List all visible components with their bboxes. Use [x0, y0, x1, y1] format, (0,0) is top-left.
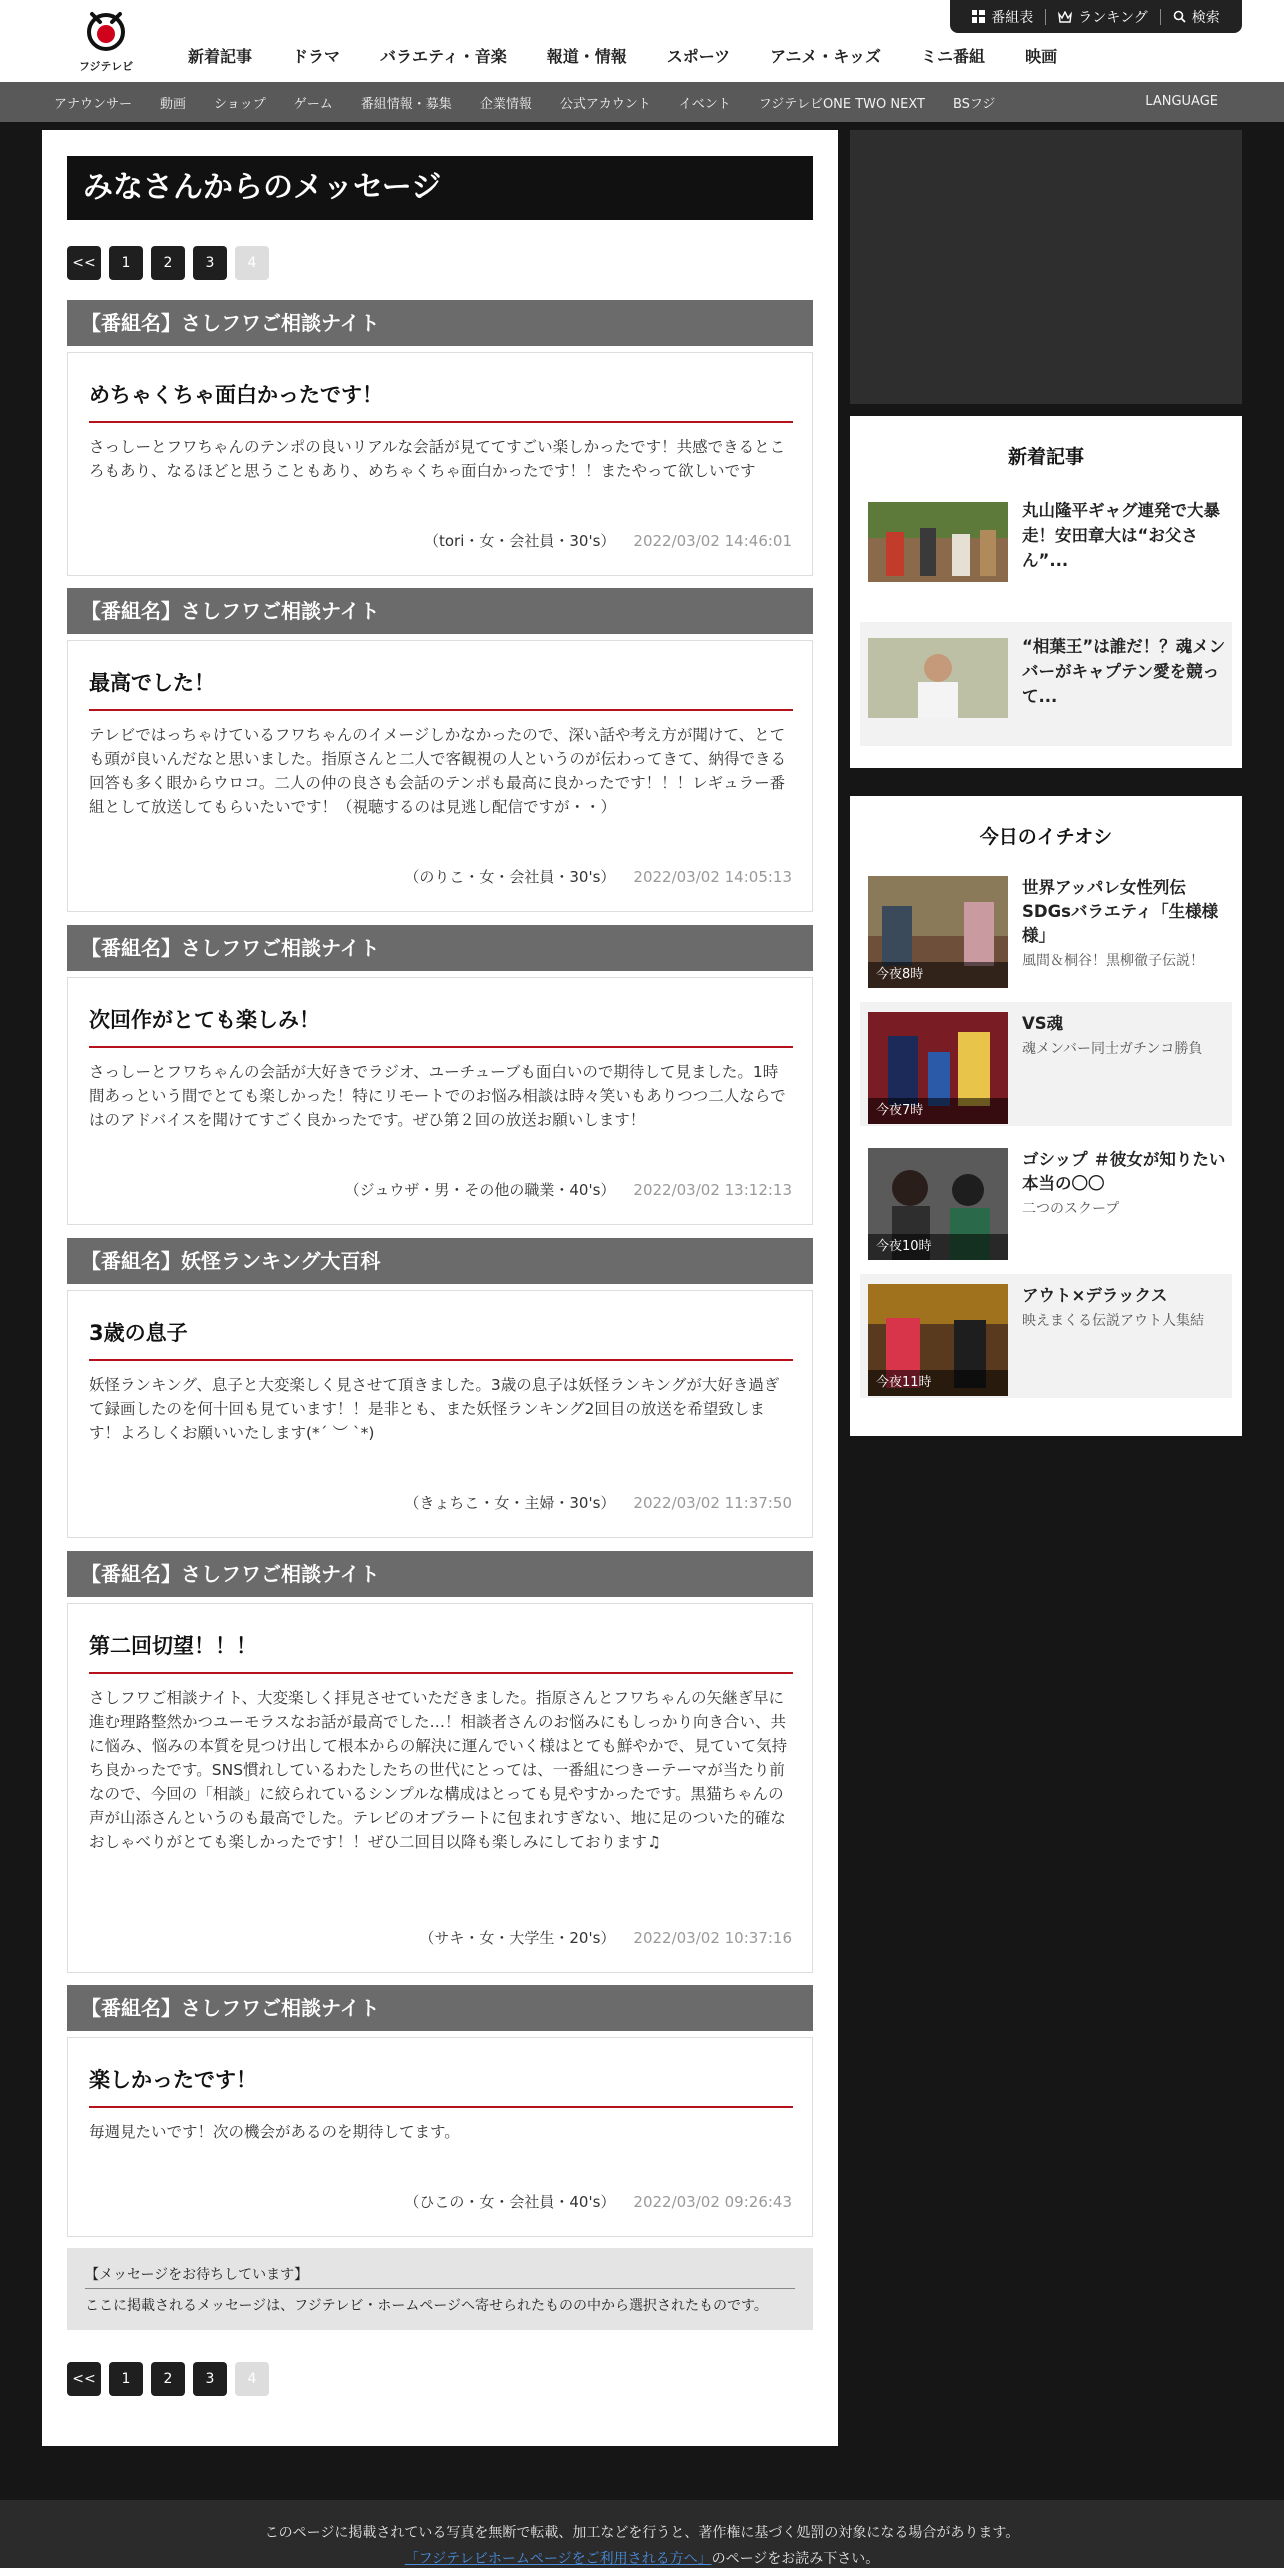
program-name: 【番組名】さしフワご相談ナイト	[67, 588, 813, 634]
search-label: 検索	[1191, 9, 1220, 26]
footer-terms-suffix: のページをお読み下さい。	[711, 2551, 880, 2567]
tv-schedule-link[interactable]	[960, 7, 1045, 27]
pick-thumbnail	[868, 1148, 1008, 1260]
pagination-bottom	[67, 2362, 269, 2396]
site-footer	[0, 2500, 1284, 2568]
pick-title: VS魂 魂メンバー同士ガチンコ勝負	[1022, 1012, 1232, 1060]
page-title: みなさんからのメッセージ	[67, 156, 813, 220]
message-author: （サキ・女・大学生・20's）	[419, 1929, 616, 1947]
message-date: 2022/03/02 13:12:13	[633, 1181, 792, 1199]
message-date: 2022/03/02 10:37:16	[633, 1929, 792, 1947]
article-title: “相葉王”は誰だ！？魂メンバーがキャプテン愛を競って...	[1022, 637, 1226, 706]
pick-item[interactable]	[860, 1002, 1232, 1126]
message-body: 妖怪ランキング、息子と大変楽しく見させて頂きました。3歳の息子は妖怪ランキングが大好き過ぎて録画したのを何十回も見ています！！是非とも、また妖怪ランキング2回目の放送を希望致します！よろしくお願いいたします(*´ ︶ `*)	[89, 1376, 780, 1442]
message-card	[67, 977, 813, 1225]
terms-link[interactable]: 「フジテレビホームページをご利用される方へ」	[404, 2551, 712, 2567]
message-item	[67, 1238, 813, 1512]
pick-thumbnail	[868, 1284, 1008, 1396]
notice-heading: 【メッセージをお待ちしています】	[85, 2264, 795, 2289]
pick-subtitle: 風間＆桐谷！黒柳徹子伝説！	[1022, 953, 1204, 969]
main-content	[42, 130, 838, 2446]
pick-title: アウト×デラックス 映えまくる伝説アウト人集結	[1022, 1284, 1232, 1332]
message-meta	[424, 530, 792, 551]
subnav-video[interactable]: 動画	[160, 96, 187, 112]
message-title: 最高でした！	[89, 667, 793, 711]
main-nav	[168, 44, 1077, 67]
site-header	[0, 0, 1284, 82]
message-meta	[404, 1492, 792, 1513]
ranking-link[interactable]	[1046, 7, 1160, 27]
message-item	[67, 588, 813, 886]
message-card	[67, 352, 813, 576]
nav-item-drama[interactable]: ドラマ	[292, 47, 341, 66]
subnav-one-two-next[interactable]: フジテレビONE TWO NEXT	[758, 96, 925, 112]
message-body: さしフワご相談ナイト、大変楽しく拝見させていただきました。指原さんとフワちゃんの矢継ぎ早に進む理路整然かつユーモラスなお話が最高でした…！相談者さんのお悩みにもしっかり向き合い、共に悩み、悩みの本質を見つけ出して根本からの解決に運んでいく様はとても鮮やかで、見ていて気持ち良かったです。SNS慣れしているわたしたちの世代にとっては、一番組につきーテーマが当たり前なので、今回の「相談」に絞られているシンプルな構成はとっても見やすかったです。黒猫ちゃんの声が山添さんというのも最高でした。テレビのオブラートに包まれすぎない、地に足のついた的確なおしゃべりがとても楽しかったです！！ぜひ二回目以降も楽しみにしております♫	[89, 1689, 788, 1851]
nav-item-sports[interactable]: スポーツ	[666, 47, 731, 66]
message-meta	[345, 1179, 792, 1200]
notice-text: ここに掲載されるメッセージは、フジテレビ・ホームページへ寄せられたものの中から選択されたものです。	[85, 2298, 768, 2314]
pick-time: 今夜11時	[868, 1370, 1008, 1396]
language-link[interactable]: LANGUAGE	[1145, 94, 1218, 109]
pager-prev-button[interactable]: <<	[67, 2362, 101, 2396]
pager-page-4-current: 4	[235, 2362, 269, 2396]
message-title: 次回作がとても楽しみ！	[89, 1004, 793, 1048]
message-body: テレビではっちゃけているフワちゃんのイメージしかなかったので、深い話や考え方が聞けて、とても頭が良いんだなと思いました。指原さんと二人で客観視の人というのが伝わってきて、納得できる回答も多く眼からウロコ。二人の仲の良さも会話のテンポも最高に良かったです！！！レギュラー番組として放送してもらいたいです！（視聴するのは見逃し配信ですが・・）	[89, 726, 787, 816]
fujitv-logo[interactable]	[70, 8, 142, 72]
new-article-item[interactable]	[860, 492, 1232, 616]
todays-picks-box	[850, 796, 1242, 1436]
pick-thumbnail	[868, 1012, 1008, 1124]
subnav-announcer[interactable]: アナウンサー	[54, 96, 133, 112]
pick-time: 今夜10時	[868, 1234, 1008, 1260]
pager-page-2[interactable]: 2	[151, 2362, 185, 2396]
message-body: さっしーとフワちゃんのテンポの良いリアルな会話が見ててすごい楽しかったです！共感できるところもあり、なるほどと思うこともあり、めちゃくちゃ面白かったです！！またやって欲しいです	[89, 438, 786, 480]
article-thumbnail	[868, 502, 1008, 582]
message-item	[67, 300, 813, 550]
message-title: めちゃくちゃ面白かったです！	[89, 379, 793, 423]
pager-prev-button[interactable]: <<	[67, 246, 101, 280]
article-title: 丸山隆平ギャグ連発で大暴走！安田章大は“お父さん”...	[1022, 501, 1220, 570]
pick-title: 世界アッパレ女性列伝 SDGsバラエティ「生様様様」 風間＆桐谷！黒柳徹子伝説！	[1022, 876, 1232, 972]
ranking-label: ランキング	[1078, 9, 1148, 26]
subnav-bs-fuji[interactable]: BSフジ	[952, 96, 996, 112]
search-link[interactable]	[1161, 7, 1232, 27]
nav-item-anime[interactable]: アニメ・キッズ	[770, 47, 882, 66]
pager-page-2[interactable]: 2	[151, 246, 185, 280]
message-notice	[67, 2248, 813, 2330]
message-author: （ジュウザ・男・その他の職業・40's）	[344, 1181, 616, 1199]
new-article-item[interactable]	[860, 622, 1232, 746]
nav-item-news[interactable]: 報道・情報	[546, 47, 627, 66]
message-author: （きょちこ・女・主婦・30's）	[404, 1494, 616, 1512]
subnav-program-info[interactable]: 番組情報・募集	[360, 96, 452, 112]
pager-page-3[interactable]: 3	[193, 2362, 227, 2396]
message-date: 2022/03/02 09:26:43	[633, 2193, 792, 2211]
logo-text: フジテレビ	[78, 60, 134, 73]
article-thumbnail	[868, 638, 1008, 718]
pick-title: ゴシップ ＃彼女が知りたい本当の〇〇 二つのスクープ	[1022, 1148, 1232, 1220]
nav-item-movie[interactable]: 映画	[1025, 47, 1058, 66]
message-card	[67, 1603, 813, 1973]
todays-picks-title: 今日のイチオシ	[979, 826, 1113, 848]
sub-nav	[0, 82, 1284, 122]
message-meta	[419, 1927, 792, 1948]
message-date: 2022/03/02 14:46:01	[633, 532, 792, 550]
message-card	[67, 2037, 813, 2237]
message-item	[67, 925, 813, 1199]
message-item	[67, 1985, 813, 2211]
pick-item[interactable]	[860, 1274, 1232, 1398]
logo-mark-icon	[70, 8, 142, 58]
ad-banner[interactable]	[850, 130, 1242, 404]
message-title: 楽しかったです！	[89, 2064, 793, 2108]
program-name: 【番組名】さしフワご相談ナイト	[67, 925, 813, 971]
message-meta	[404, 2191, 792, 2212]
message-author: （ひこの・女・会社員・40's）	[404, 2193, 616, 2211]
subnav-company[interactable]: 企業情報	[479, 96, 532, 112]
pick-time: 今夜7時	[868, 1098, 1008, 1124]
tv-schedule-label: 番組表	[991, 9, 1034, 26]
utility-bar	[950, 0, 1242, 33]
message-body: 毎週見たいです！次の機会があるのを期待してます。	[89, 2123, 460, 2141]
message-item	[67, 1551, 813, 1947]
message-body: さっしーとフワちゃんの会話が大好きでラジオ、ユーチューブも面白いので期待して見ました。1時間あっという間でとても楽しかった！特にリモートでのお悩み相談は時々笑いもありつつ二人ならではのアドバイスを聞けてすごく良かったです。ぜひ第２回の放送お願いします！	[89, 1063, 786, 1129]
nav-item-new[interactable]: 新着記事	[188, 47, 253, 66]
message-title: 第二回切望！！！	[89, 1630, 793, 1674]
message-author: （のりこ・女・会社員・30's）	[404, 868, 616, 886]
subnav-game[interactable]: ゲーム	[293, 96, 333, 112]
program-name: 【番組名】さしフワご相談ナイト	[67, 300, 813, 346]
pagination-top	[67, 246, 269, 280]
message-author: （tori・女・会社員・30's）	[423, 532, 616, 550]
pager-page-1[interactable]: 1	[109, 246, 143, 280]
pick-subtitle: 二つのスクープ	[1022, 1201, 1120, 1217]
message-meta	[404, 866, 792, 887]
pick-item[interactable]	[860, 866, 1232, 990]
program-name: 【番組名】さしフワご相談ナイト	[67, 1551, 813, 1597]
pager-page-3[interactable]: 3	[193, 246, 227, 280]
new-articles-title: 新着記事	[1007, 446, 1084, 468]
subnav-official-accounts[interactable]: 公式アカウント	[559, 96, 651, 112]
nav-item-mini[interactable]: ミニ番組	[921, 47, 986, 66]
pick-subtitle: 映えまくる伝説アウト人集結	[1022, 1313, 1204, 1329]
pick-thumbnail	[868, 876, 1008, 988]
pick-subtitle: 魂メンバー同士ガチンコ勝負	[1022, 1041, 1203, 1057]
pick-item[interactable]	[860, 1138, 1232, 1262]
subnav-event[interactable]: イベント	[678, 96, 731, 112]
search-icon	[1173, 10, 1186, 23]
pick-time: 今夜8時	[868, 962, 1008, 988]
new-articles-box	[850, 416, 1242, 768]
message-title: 3歳の息子	[89, 1317, 793, 1361]
program-name: 【番組名】さしフワご相談ナイト	[67, 1985, 813, 2031]
footer-terms-line	[0, 2548, 1284, 2568]
message-card	[67, 640, 813, 912]
subnav-shop[interactable]: ショップ	[214, 96, 266, 112]
nav-item-variety[interactable]: バラエティ・音楽	[380, 47, 507, 66]
pager-page-1[interactable]: 1	[109, 2362, 143, 2396]
message-date: 2022/03/02 11:37:50	[633, 1494, 792, 1512]
grid-icon	[972, 10, 985, 23]
message-card	[67, 1290, 813, 1538]
program-name: 【番組名】妖怪ランキング大百科	[67, 1238, 813, 1284]
footer-copyright-notice: このページに掲載されている写真を無断で転載、加工などを行うと、著作権に基づく処罰の対象になる場合があります。	[264, 2525, 1020, 2541]
pager-page-4-current: 4	[235, 246, 269, 280]
message-date: 2022/03/02 14:05:13	[633, 868, 792, 886]
crown-icon	[1058, 11, 1072, 23]
